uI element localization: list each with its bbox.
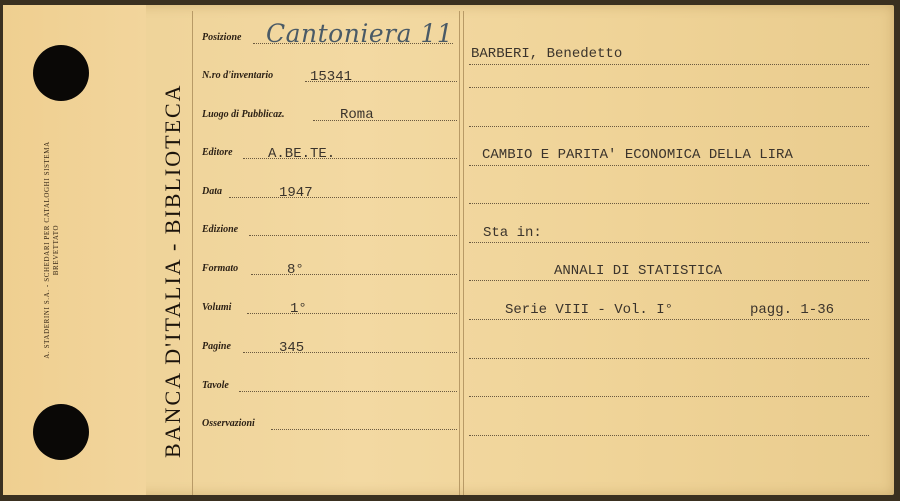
divider-middle-2 — [463, 11, 464, 495]
value-editore: A.BE.TE. — [268, 146, 336, 162]
right-line-8 — [469, 319, 869, 320]
value-posizione: Cantoniera 11 — [266, 19, 454, 48]
series-volume: Serie VIII - Vol. I° — [505, 302, 674, 318]
label-edizione: Edizione — [202, 224, 239, 235]
divider-middle — [459, 11, 460, 495]
contained-in-label: Sta in: — [483, 225, 542, 241]
line-formato — [251, 274, 457, 275]
label-tavole: Tavole — [202, 380, 229, 391]
divider-left — [192, 11, 193, 495]
line-tavole — [239, 391, 457, 392]
right-line-4 — [469, 165, 869, 166]
label-osservazioni: Osservazioni — [202, 418, 255, 429]
right-line-11 — [469, 435, 869, 436]
right-line-6 — [469, 242, 869, 243]
right-line-9 — [469, 358, 869, 359]
label-data: Data — [202, 186, 222, 197]
label-editore: Editore — [202, 147, 233, 158]
page-range: pagg. 1-36 — [750, 302, 835, 318]
right-line-1 — [469, 64, 869, 65]
series-title: ANNALI DI STATISTICA — [554, 263, 723, 279]
right-line-7 — [469, 280, 869, 281]
value-volumi: 1° — [290, 301, 307, 317]
line-pagine — [243, 352, 457, 353]
author: BARBERI, Benedetto — [471, 46, 623, 62]
line-luogo — [313, 120, 457, 121]
library-title: BANCA D'ITALIA - BIBLIOTECA — [160, 83, 185, 458]
value-inventario: 15341 — [310, 69, 353, 85]
label-pagine: Pagine — [202, 341, 231, 352]
punch-hole-top — [33, 45, 89, 101]
line-data — [229, 197, 457, 198]
value-luogo: Roma — [340, 107, 374, 123]
value-pagine: 345 — [279, 340, 305, 356]
right-line-3 — [469, 126, 869, 127]
label-inventario: N.ro d'inventario — [202, 70, 274, 81]
book-title: CAMBIO E PARITA' ECONOMICA DELLA LIRA — [482, 147, 793, 163]
line-volumi — [247, 313, 457, 314]
line-edizione — [249, 235, 457, 236]
publisher-mark: A. STADERINI S.A. - SCHEDARI PER CATALOGHI SISTEMA BREVETTATO — [43, 141, 60, 359]
value-data: 1947 — [279, 185, 313, 201]
label-posizione: Posizione — [202, 32, 242, 43]
line-osservazioni — [271, 429, 457, 430]
right-line-2 — [469, 87, 869, 88]
value-formato: 8° — [287, 262, 304, 278]
punch-hole-bottom — [33, 404, 89, 460]
label-luogo: Luogo di Pubblicaz. — [202, 109, 285, 120]
right-line-10 — [469, 396, 869, 397]
right-line-5 — [469, 203, 869, 204]
label-formato: Formato — [202, 263, 239, 274]
catalog-card — [3, 5, 894, 495]
label-volumi: Volumi — [202, 302, 232, 313]
